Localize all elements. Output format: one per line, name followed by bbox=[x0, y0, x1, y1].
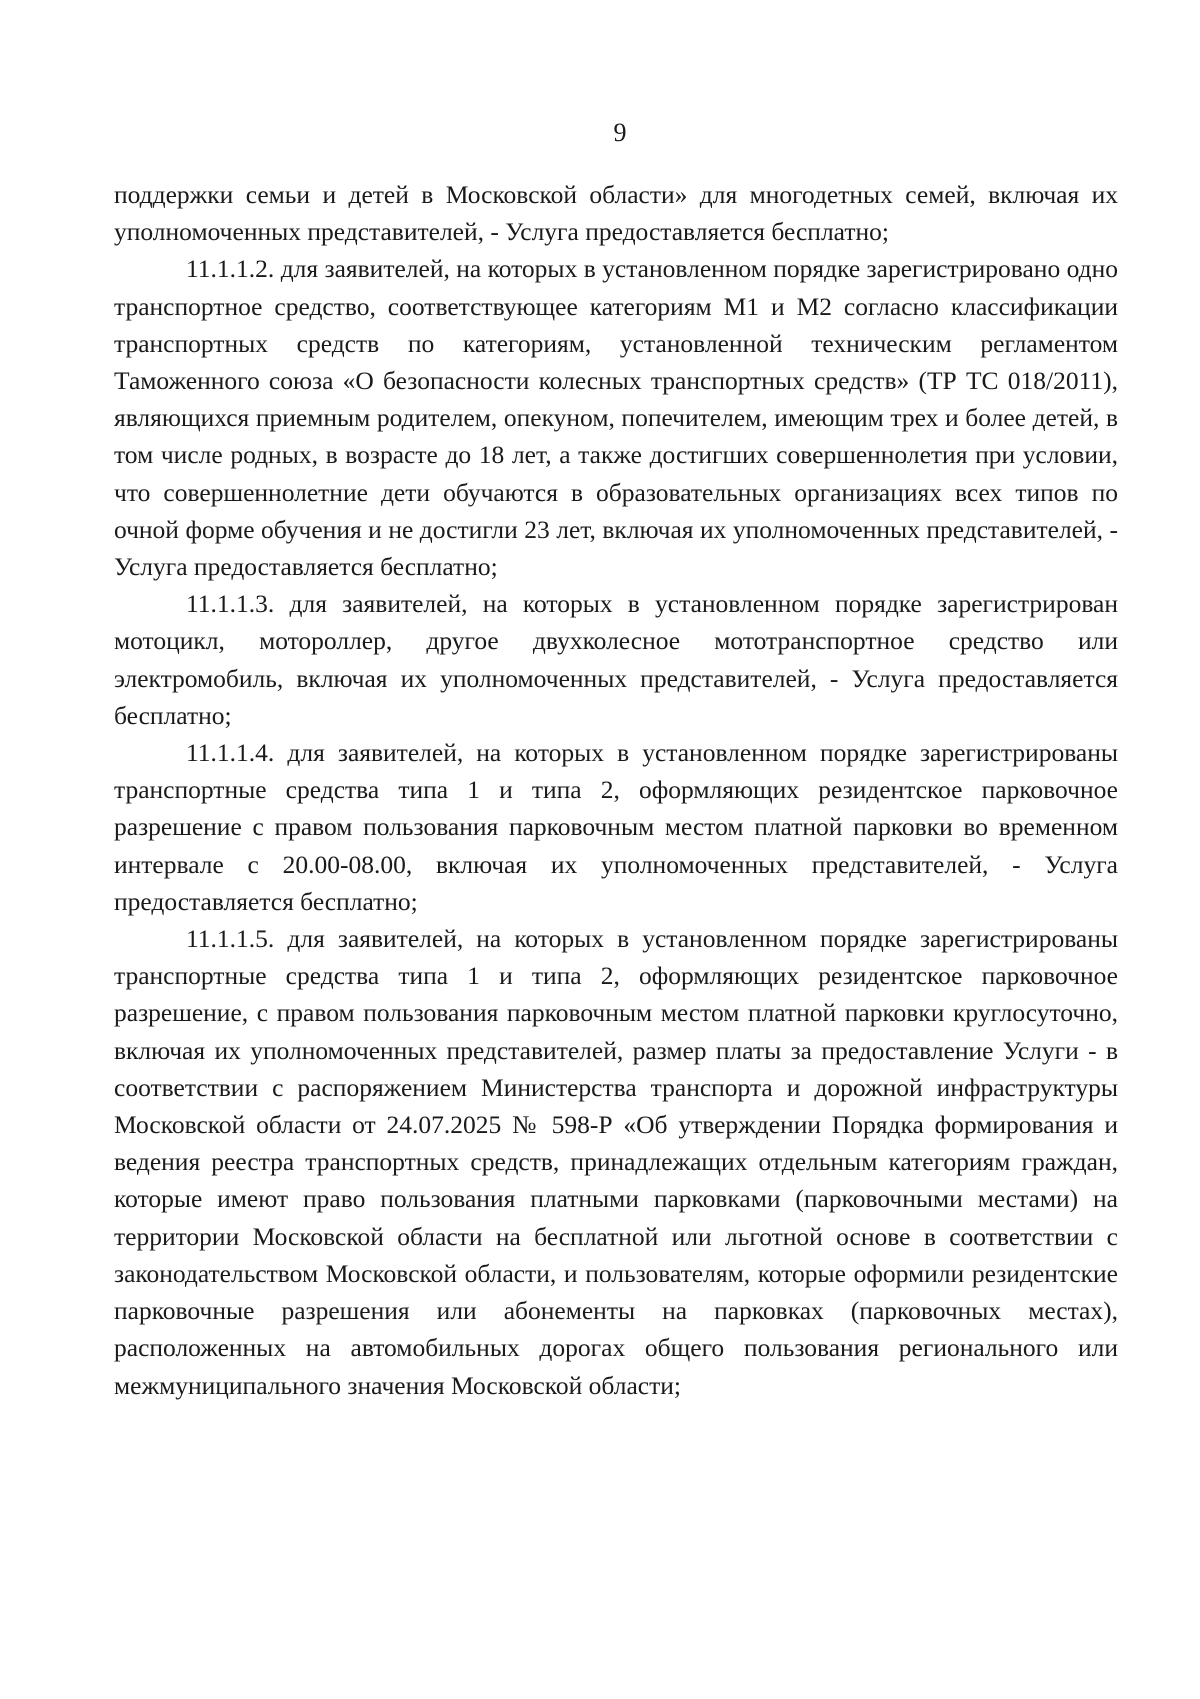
paragraph-11-1-1-5: 11.1.1.5. для заявителей, на которых в установленном порядке зарегистрированы транспортные средства типа 1 и типа 2, оформляющих резидентское парковочное разрешение, с правом пользования парковочным местом платной парковки круглосуточно, включая их уполномоченных представителей, размер платы за предоставление Услуги - в соответствии с распоряжением Министерства транспорта и дорожной инфраструктуры Московской области от 24.07.2025 № 598-Р «Об утверждении Порядка формирования и ведения реестра транспортных средств, принадлежащих отдельным категориям граждан, которые имеют право пользования платными парковками (парковочными местами) на территории Московской области на бесплатной или льготной основе в соответствии с законодательством Московской области, и пользователям, которые оформили резидентские парковочные разрешения или абонементы на парковках (парковочных местах), расположенных на автомобильных дорогах общего пользования регионального или межмуниципального значения Московской области; bbox=[114, 924, 1118, 1400]
page-number: 9 bbox=[613, 118, 627, 147]
paragraph-11-1-1-4: 11.1.1.4. для заявителей, на которых в установленном порядке зарегистрированы транспортные средства типа 1 и типа 2, оформляющих резидентское парковочное разрешение с правом пользования парковочным местом платной парковки во временном интервале с 20.00-08.00, включая их уполномоченных представителей, - Услуга предоставляется бесплатно; bbox=[114, 738, 1118, 916]
paragraph-11-1-1-3: 11.1.1.3. для заявителей, на которых в установленном порядке зарегистрирован мотоцикл, мотороллер, другое двухколесное мототранспортное средство или электромобиль, включая их уполномоченных представителей, - Услуга предоставляется бесплатно; bbox=[114, 589, 1118, 730]
paragraph-11-1-1-2: 11.1.1.2. для заявителей, на которых в установленном порядке зарегистрировано одно транспортное средство, соответствующее категориям М1 и М2 согласно классификации транспортных средств по категориям, установленной техническим регламентом Таможенного союза «О безопасности колесных транспортных средств» (ТР ТС 018/2011), являющихся приемным родителем, опекуном, попечителем, имеющим трех и более детей, в том числе родных, в возрасте до 18 лет, а также достигших совершеннолетия при условии, что совершеннолетние дети обучаются в образовательных организациях всех типов по очной форме обучения и не достигли 23 лет, включая их уполномоченных представителей, - Услуга предоставляется бесплатно; bbox=[114, 254, 1118, 582]
document-body bbox=[114, 176, 1118, 1404]
paragraph-continuation: поддержки семьи и детей в Московской области» для многодетных семей, включая их уполномоченных представителей, - Услуга предоставляется бесплатно; bbox=[114, 180, 1118, 247]
